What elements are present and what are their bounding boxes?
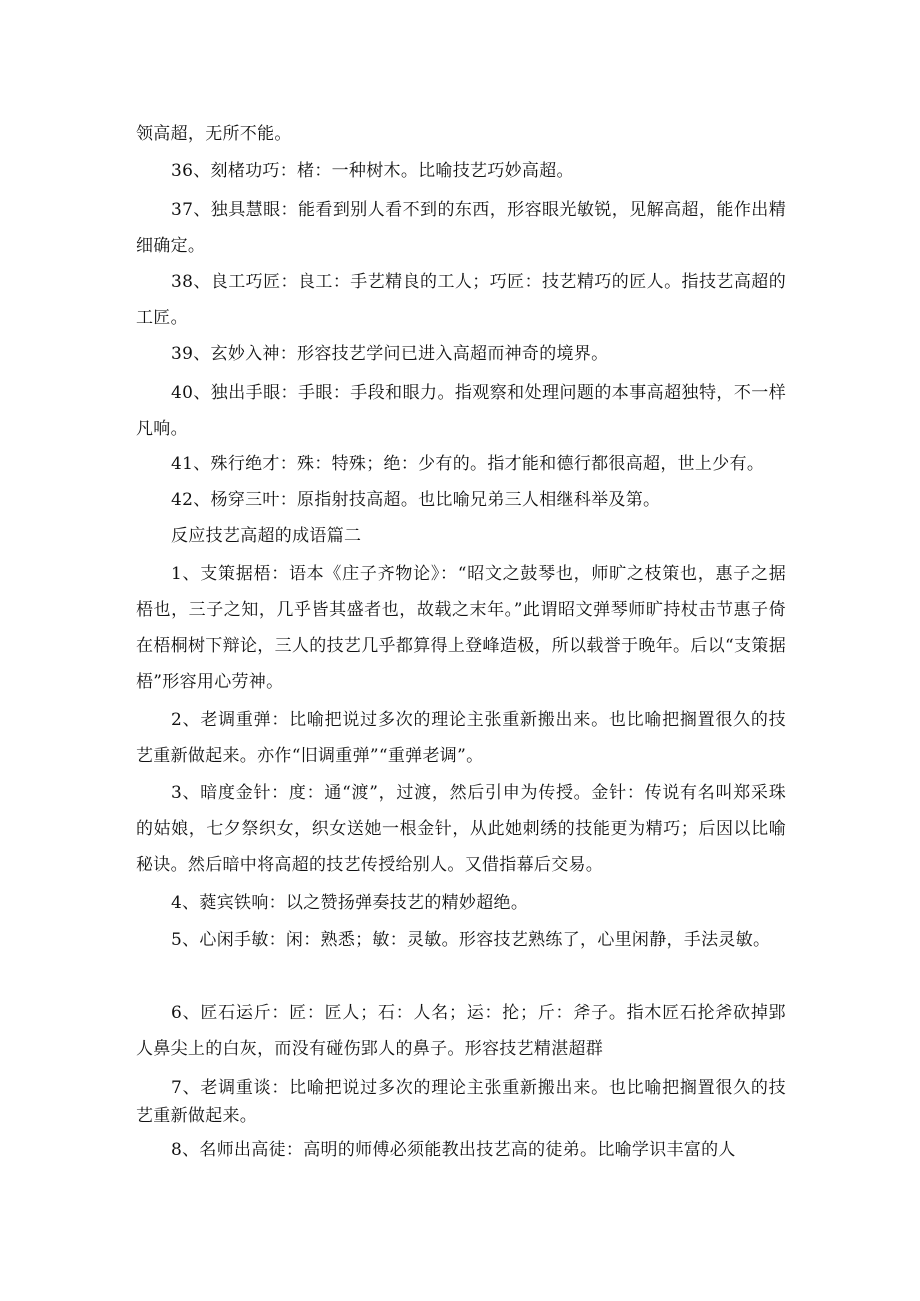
idiom-37: 37、独具慧眼：能看到别人看不到的东西，形容眼光敏锐，见解高超，能作出精细确定。 (136, 200, 786, 256)
idiom-39: 39、玄妙入神：形容技艺学问已进入高超而神奇的境界。 (171, 344, 609, 364)
idiom-7: 7、老调重谈：比喻把说过多次的理论主张重新搬出来。也比喻把搁置很久的技艺重新做起来。 (136, 1078, 786, 1126)
paragraph-continuation: 领高超，无所不能。 (136, 124, 292, 144)
idiom-5: 5、心闲手敏：闲：熟悉；敏：灵敏。形容技艺熟练了，心里闲静，手法灵敏。 (171, 930, 771, 950)
idiom-4: 4、蕤宾铁响：以之赞扬弹奏技艺的精妙超绝。 (171, 893, 529, 913)
idiom-1: 1、支策据梧：语本《庄子齐物论》：“昭文之鼓琴也，师旷之枝策也，惠子之据梧也，三子之知，几乎皆其盛者也，故载之末年。”此谓昭文弹琴师旷持杖击节惠子倚在梧桐树下辩论，三人的技艺几乎都算得上登峰造极，所以载誉于晚年。后以“支策据梧”形容用心劳神。 (136, 564, 786, 692)
idiom-3: 3、暗度金针：度：通“渡”，过渡，然后引申为传授。金针：传说有名叫郑采珠的姑娘，七夕祭织女，织女送她一根金针，从此她刺绣的技能更为精巧；后因以比喻秘诀。然后暗中将高超的技艺传授给别人。又借指幕后交易。 (136, 783, 786, 875)
idiom-36: 36、刻楮功巧：楮：一种树木。比喻技艺巧妙高超。 (171, 161, 574, 181)
idiom-38: 38、良工巧匠：良工：手艺精良的工人；巧匠：技艺精巧的匠人。指技艺高超的工匠。 (136, 272, 786, 328)
idiom-42: 42、杨穿三叶：原指射技高超。也比喻兄弟三人相继科举及第。 (171, 490, 661, 510)
idiom-6: 6、匠石运斤：匠：匠人；石：人名；运：抡；斤：斧子。指木匠石抡斧砍掉郢人鼻尖上的白灰，而没有碰伤郢人的鼻子。形容技艺精湛超群 (136, 1003, 786, 1059)
section-heading: 反应技艺高超的成语篇二 (171, 526, 362, 546)
idiom-41: 41、殊行绝才：殊：特殊；绝：少有的。指才能和德行都很高超，世上少有。 (171, 454, 765, 474)
idiom-8: 8、名师出高徒：高明的师傅必须能教出技艺高的徒弟。比喻学识丰富的人 (171, 1140, 736, 1160)
idiom-2: 2、老调重弹：比喻把说过多次的理论主张重新搬出来。也比喻把搁置很久的技艺重新做起来。亦作“旧调重弹”“重弹老调”。 (136, 710, 786, 766)
idiom-40: 40、独出手眼：手眼：手段和眼力。指观察和处理问题的本事高超独特，不一样凡响。 (136, 383, 786, 439)
